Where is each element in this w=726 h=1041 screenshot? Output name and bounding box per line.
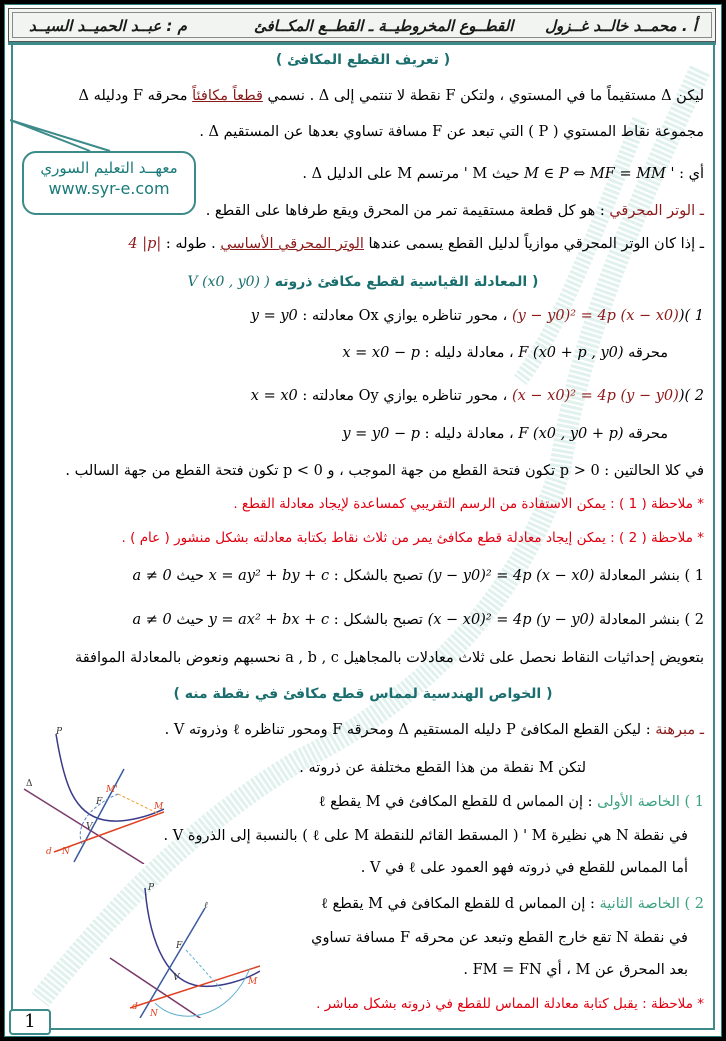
text: ، معادلة دليله :: [420, 426, 519, 442]
text: ليكن Δ مستقيماً ما في المستوي ، ولتكن F نقطة لا تنتمي إلى Δ . نسمي: [262, 88, 704, 104]
property-2-line-1: [321, 896, 704, 913]
text: : هو كل قطعة مستقيمة تمر من المحرق ويقع طرفاها على القطع .: [205, 203, 610, 219]
header-title: القطــوع المخروطيــة ـ القطــع المكــافئ: [254, 17, 514, 35]
text: ـ إذا كان الوتر المحرقي موازياً لدليل القطع يسمى عندها: [363, 236, 704, 252]
page-number: 1: [9, 1009, 51, 1035]
text: : إن المماس d للقطع المكافئ في M يقطع ℓ: [318, 794, 598, 810]
math-cond: a ≠ 0: [132, 568, 172, 584]
text: محرقه: [623, 345, 668, 361]
label-f: F: [176, 941, 183, 951]
label-p: P: [56, 727, 63, 737]
text: : إن المماس d للقطع المكافئ في M يقطع ℓ: [320, 896, 600, 912]
label-mp: M': [106, 785, 118, 795]
header-coauthor: م : عبــد الحميــد السيــد: [29, 17, 187, 35]
math-vertex: V (x0 , y0) ): [187, 274, 270, 290]
both-cases-line: في كلا الحالتين : p > 0 تكون فتحة القطع من جهة الموجب ، و p < 0 تكون فتحة القطع من جهة السالب .: [65, 463, 704, 479]
text: حيث M ' مرتسم M على الدليل Δ .: [302, 166, 525, 182]
substitution-line: بتعويض إحداثيات النقاط نحصل على ثلاث معادلات بالمجاهيل a , b , c نحسبهم ونعوض بالمعادلة الموافقة: [74, 650, 704, 666]
header-divider: [8, 42, 716, 45]
text: محرقه: [623, 426, 668, 442]
note-3: * ملاحظة : يقبل كتابة معادلة المماس للقطع في ذروته بشكل مباشر .: [316, 996, 704, 1012]
math-eq: (x − x0)² = 4p (y − y0): [511, 388, 679, 404]
institute-url[interactable]: www.syr-e.com: [48, 179, 170, 198]
label-n: N: [150, 1009, 158, 1018]
expand-1: [133, 568, 704, 584]
note-2: * ملاحظة ( 2 ) : يمكن إيجاد معادلة قطع مكافئ يمر من ثلاث نقاط بكتابة معادلته بشكل منشور ( عام ) .: [121, 530, 704, 546]
math-eq: (y − y0)² = 4p (x − x0): [427, 568, 595, 584]
text: محرقه F ودليله Δ: [78, 88, 193, 104]
text: ، محور تناظره يوازي Oy معادلته :: [297, 388, 512, 404]
math-eq: (x − x0)² = 4p (y − y0): [427, 612, 595, 628]
term-parabola: قطعاً مكافئاً: [192, 88, 263, 104]
math-eq: (y − y0)² = 4p (x − x0): [511, 308, 679, 324]
text: حيث: [171, 612, 209, 628]
math-focus: F (x0 + p , y0): [518, 345, 624, 361]
note-1: * ملاحظة ( 1 ) : يمكن الاستفادة من الرسم التقريبي كمساعدة لإيجاد معادلة القطع .: [233, 496, 704, 512]
definition-line-2: مجموعة نقاط المستوي ( P ) التي تبعد عن F مسافة تساوي بعدها عن المستقيم Δ .: [199, 124, 704, 140]
label-delta: Δ: [26, 779, 33, 789]
text: تصبح بالشكل :: [329, 612, 428, 628]
math-directrix: y = y0 − p: [342, 426, 420, 442]
math-general: x = ay² + by + c: [208, 568, 330, 584]
label-m: M: [154, 802, 164, 812]
property-1-line-2: في نقطة N هي نظيرة M ' ( المسقط القائم للنقطة M على ℓ ) بالنسبة إلى الذروة V .: [163, 828, 688, 844]
term-theorem: ـ مبرهنة: [655, 722, 704, 738]
math-cond: a ≠ 0: [132, 612, 172, 628]
text: ، محور تناظره يوازي Ox معادلته :: [297, 308, 512, 324]
label-v: V: [173, 973, 180, 983]
case-1-line-2: [342, 345, 668, 361]
figure-property-2: [100, 868, 260, 1018]
term-focal-chord: ـ الوتر المحرقي: [609, 203, 704, 219]
text: . طوله :: [161, 236, 221, 252]
page-header: [8, 8, 716, 42]
text: 2 ) بنشر المعادلة: [594, 612, 704, 628]
circle-arc: [155, 968, 250, 1016]
text: 1 ) بنشر المعادلة: [594, 568, 704, 584]
property-2-line-2: في نقطة N تقع خارج القطع وتبعد عن محرقه F مسافة تساوي: [311, 930, 688, 946]
institute-callout: [22, 151, 196, 215]
theorem-line-2: لتكن M نقطة من هذا القطع مختلفة عن ذروته .: [299, 760, 586, 776]
term-property-2: 2 ) الخاصة الثانية: [599, 896, 704, 912]
section-title-definition: ( تعريف القطع المكافئ ): [275, 52, 451, 68]
text: : ليكن القطع المكافئ P دليله المستقيم Δ ومحرقه F ومحور تناظره ℓ وذروته V .: [164, 722, 656, 738]
math-focus: F (x0 , y0 + p): [518, 426, 624, 442]
label-v: V: [86, 822, 93, 832]
text: 1 )(: [678, 308, 704, 324]
tangent-line: [130, 966, 260, 1008]
math-axis: y = y0: [250, 308, 298, 324]
label-d: d: [46, 847, 52, 857]
definition-line-3: [302, 166, 704, 182]
text: حيث: [171, 568, 209, 584]
axis-line: [74, 769, 124, 862]
term-latus-rectum: الوتر المحرقي الأساسي: [220, 236, 364, 252]
label-d: d: [132, 1002, 138, 1012]
theorem-line: [165, 722, 704, 739]
math-definition: M ∈ P ⇔ MF = MM ': [524, 166, 675, 182]
text: ( المعادلة القياسية لقطع مكافئ ذروته: [274, 274, 539, 290]
institute-name: معهــد التعليم السوري: [40, 159, 178, 177]
property-1-line-3: أما المماس للقطع في ذروته فهو العمود على ℓ في V .: [360, 860, 688, 876]
text: ، معادلة دليله :: [420, 345, 519, 361]
math-axis: x = x0: [250, 388, 298, 404]
property-1-line-1: [319, 794, 704, 811]
latus-rectum-line: [128, 236, 704, 252]
math-general: y = ax² + bx + c: [208, 612, 330, 628]
term-property-1: 1 ) الخاصة الأولى: [597, 794, 704, 810]
figure-property-1: [14, 724, 164, 864]
text: 2 )(: [678, 388, 704, 404]
expand-2: [133, 612, 704, 628]
label-l: ℓ: [204, 901, 208, 911]
definition-line-1: [78, 88, 704, 104]
text: أي :: [674, 166, 704, 182]
label-n: N: [62, 847, 70, 857]
math-length: 4 |p|: [128, 236, 162, 252]
section-title-geometry: ( الخواص الهندسية لمماس قطع مكافئ في نقطة منه ): [173, 686, 553, 702]
text: تصبح بالشكل :: [329, 568, 428, 584]
focal-chord-line: [206, 203, 704, 219]
label-f: F: [96, 797, 103, 807]
case-2-line-1: [251, 388, 704, 404]
header-author: أ . محمــد خالــد غــزول: [545, 17, 697, 35]
section-title-standard: [0, 274, 726, 290]
case-2-line-2: [342, 426, 668, 442]
label-m: M: [248, 977, 258, 987]
property-2-line-3: بعد المحرق عن M ، أي FM = FN .: [463, 962, 688, 978]
projection: [118, 794, 159, 814]
label-p: P: [148, 883, 155, 893]
case-1-line-1: [251, 308, 704, 324]
math-directrix: x = x0 − p: [342, 345, 420, 361]
